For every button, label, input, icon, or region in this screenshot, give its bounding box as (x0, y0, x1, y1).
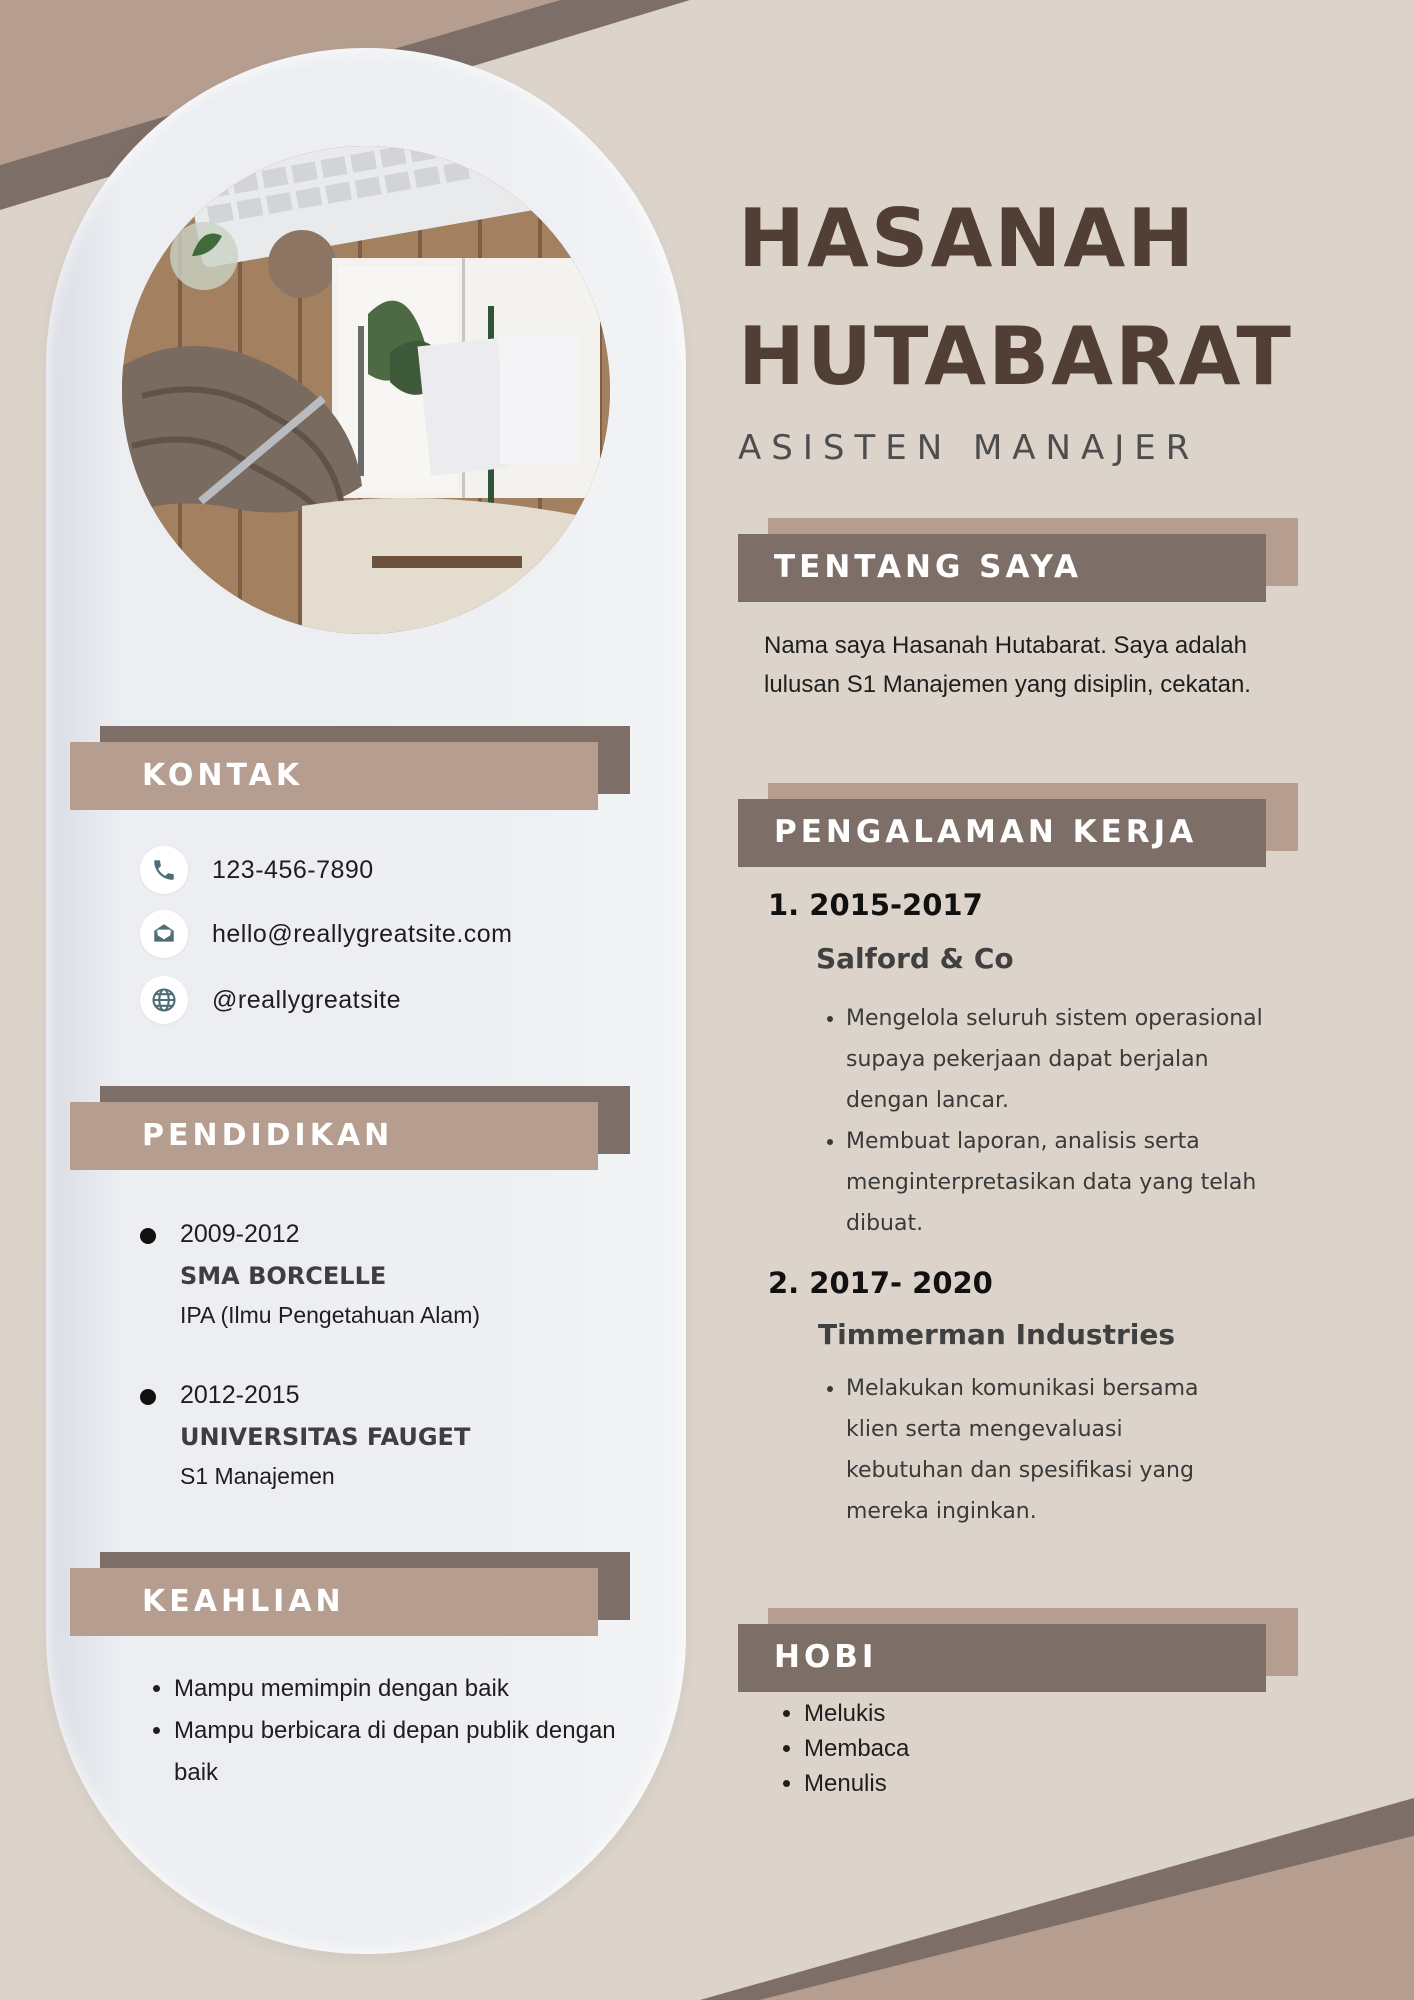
contact-phone (140, 845, 374, 895)
job-title: ASISTEN MANAJER (738, 428, 1200, 468)
education-years: 2009-2012 (180, 1220, 300, 1248)
job-duties (820, 1368, 1226, 1532)
hobby-item: • Melukis (804, 1696, 909, 1731)
hobbies-list (778, 1696, 909, 1801)
duty-item: • Melakukan komunikasi bersama klien serta mengevaluasi kebutuhan dan spesifikasi yang mereka inginkan. (846, 1368, 1226, 1532)
education-major: IPA (Ilmu Pengetahuan Alam) (180, 1302, 481, 1328)
section-header-experience (738, 783, 1298, 869)
section-title: KEAHLIAN (142, 1584, 345, 1619)
section-header-hobbies (738, 1608, 1298, 1694)
section-header-skills (70, 1552, 630, 1622)
hobby-item: • Membaca (804, 1731, 909, 1766)
envelope-icon (140, 910, 188, 958)
education-years: 2012-2015 (180, 1381, 300, 1409)
section-title: PENDIDIKAN (142, 1118, 394, 1153)
section-title: PENGALAMAN KERJA (774, 814, 1198, 850)
education-entry (140, 1381, 640, 1511)
job-duties (820, 998, 1276, 1244)
email-address: hello@reallygreatsite.com (212, 919, 513, 948)
duty-item: • Membuat laporan, analisis serta menginterpretasikan data yang telah dibuat. (846, 1121, 1276, 1244)
job-heading: 1. 2015-2017 (768, 888, 983, 922)
job-heading: 2. 2017- 2020 (768, 1266, 993, 1300)
skill-item: • Mampu memimpin dengan baik (174, 1668, 634, 1710)
education-school: UNIVERSITAS FAUGET (180, 1423, 471, 1451)
phone-icon (140, 846, 188, 894)
section-title: TENTANG SAYA (774, 549, 1083, 585)
bullet-dot (140, 1389, 156, 1405)
skills-list (148, 1668, 634, 1794)
education-school: SMA BORCELLE (180, 1262, 387, 1290)
website-handle: @reallygreatsite (212, 985, 402, 1014)
contact-email (140, 909, 513, 959)
section-header-about (738, 518, 1298, 604)
name-last: HUTABARAT (738, 310, 1293, 403)
hobby-item: • Menulis (804, 1766, 909, 1801)
bullet-dot (140, 1228, 156, 1244)
contact-website (140, 975, 401, 1025)
globe-icon (140, 976, 188, 1024)
education-entry (140, 1220, 640, 1350)
skill-item: • Mampu berbicara di depan publik dengan baik (174, 1710, 634, 1794)
profile-photo (122, 146, 610, 634)
section-header-contact (70, 726, 630, 796)
section-title: HOBI (774, 1639, 878, 1675)
name-first: HASANAH (738, 192, 1197, 285)
section-header-education (70, 1086, 630, 1156)
about-text: Nama saya Hasanah Hutabarat. Saya adalah lulusan S1 Manajemen yang disiplin, cekatan. (764, 632, 1251, 698)
phone-number: 123-456-7890 (212, 855, 374, 884)
job-company: Salford & Co (816, 942, 1014, 975)
section-title: KONTAK (142, 758, 304, 793)
job-company: Timmerman Industries (818, 1318, 1176, 1351)
duty-item: • Mengelola seluruh sistem operasional supaya pekerjaan dapat berjalan dengan lancar. (846, 998, 1276, 1121)
education-major: S1 Manajemen (180, 1463, 335, 1489)
